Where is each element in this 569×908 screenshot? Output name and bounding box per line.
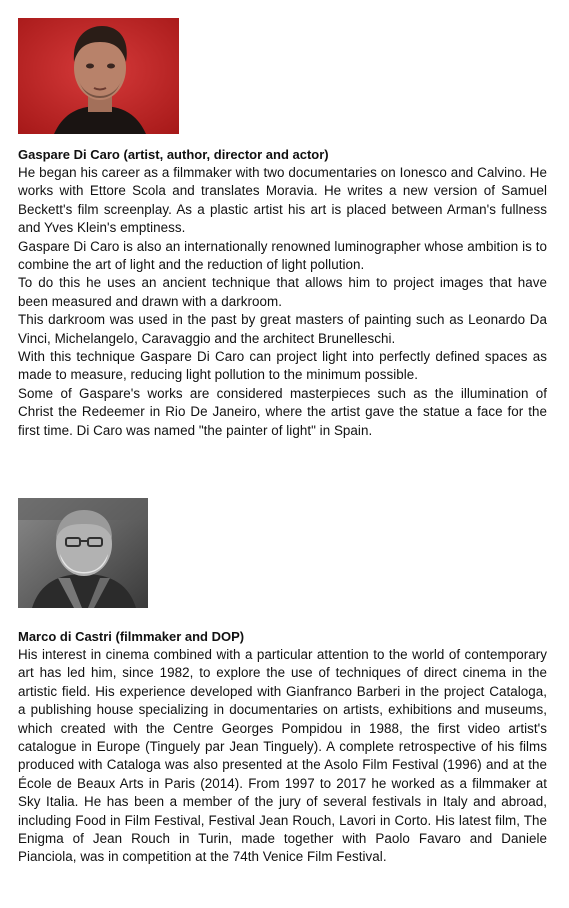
bio-paragraph: His interest in cinema combined with a particular attention to the world of contemporary art has led him, since 1982, to explore the use of techniques of direct cinema in the artistic field. His experience developed with Gianfranco Barberi in the project Cataloga, a publishing house specializing in documentaries on artists, exhibitions and museums, which created with the Centre Georges Pompidou in 1988, the first video artist's catalogue in Europe (Tinguely par Jean Tinguely). A complete retrospective of his films produced with Cataloga was also presented at the Asolo Film Festival (1996) and at the École de Beaux Arts in Paris (2014). From 1997 to 2017 he worked as a filmmaker at Sky Italia. He has been a member of the jury of several festivals in Italy and abroad, including Food in Film Festival, Festival Jean Rouch, Lavori in Corto. His latest film, The Enigma of Jean Rouch in Turin, made together with Paolo Favaro and Daniele Pianciola, was in competition at the 74th Venice Film Festival. xyxy=(18,647,547,865)
bio-paragraph: To do this he uses an ancient technique that allows him to project images that have been measured and drawn with a darkroom. xyxy=(18,275,547,309)
bio-paragraph: With this technique Gaspare Di Caro can project light into perfectly defined spaces as made to measure, reducing light pollution to the minimum possible. xyxy=(18,349,547,383)
bio-paragraph: Gaspare Di Caro is also an internationally renowned luminographer whose ambition is to combine the art of light and the reduction of light pollution. xyxy=(18,238,547,273)
bio-paragraph: Some of Gaspare's works are considered masterpieces such as the illumination of Christ the Redeemer in Rio De Janeiro, where the artist gave the statue a face for the first time. Di Caro was named "the painter of light" in Spain. xyxy=(18,385,547,438)
bio-paragraph: This darkroom was used in the past by great masters of painting such as Leonardo Da Vinci, Michelangelo, Caravaggio and the architect Brunelleschi. xyxy=(18,312,547,346)
bio-paragraph: He began his career as a filmmaker with two documentaries on Ionesco and Calvino. He works with Ettore Scola and translates Moravia. He writes a new version of Samuel Beckett's film screenplay. As a plastic artist his art is placed between Arman's fullness and Yves Klein's emptiness. xyxy=(18,165,547,236)
bio-gaspare-di-caro xyxy=(18,18,547,440)
portrait-photo-marco xyxy=(18,498,148,608)
bio-marco-di-castri xyxy=(18,498,547,867)
person-name-heading: Gaspare Di Caro (artist, author, director and actor) xyxy=(18,147,329,162)
portrait-photo-gaspare xyxy=(18,18,179,134)
person-name-heading: Marco di Castri (filmmaker and DOP) xyxy=(18,629,245,644)
